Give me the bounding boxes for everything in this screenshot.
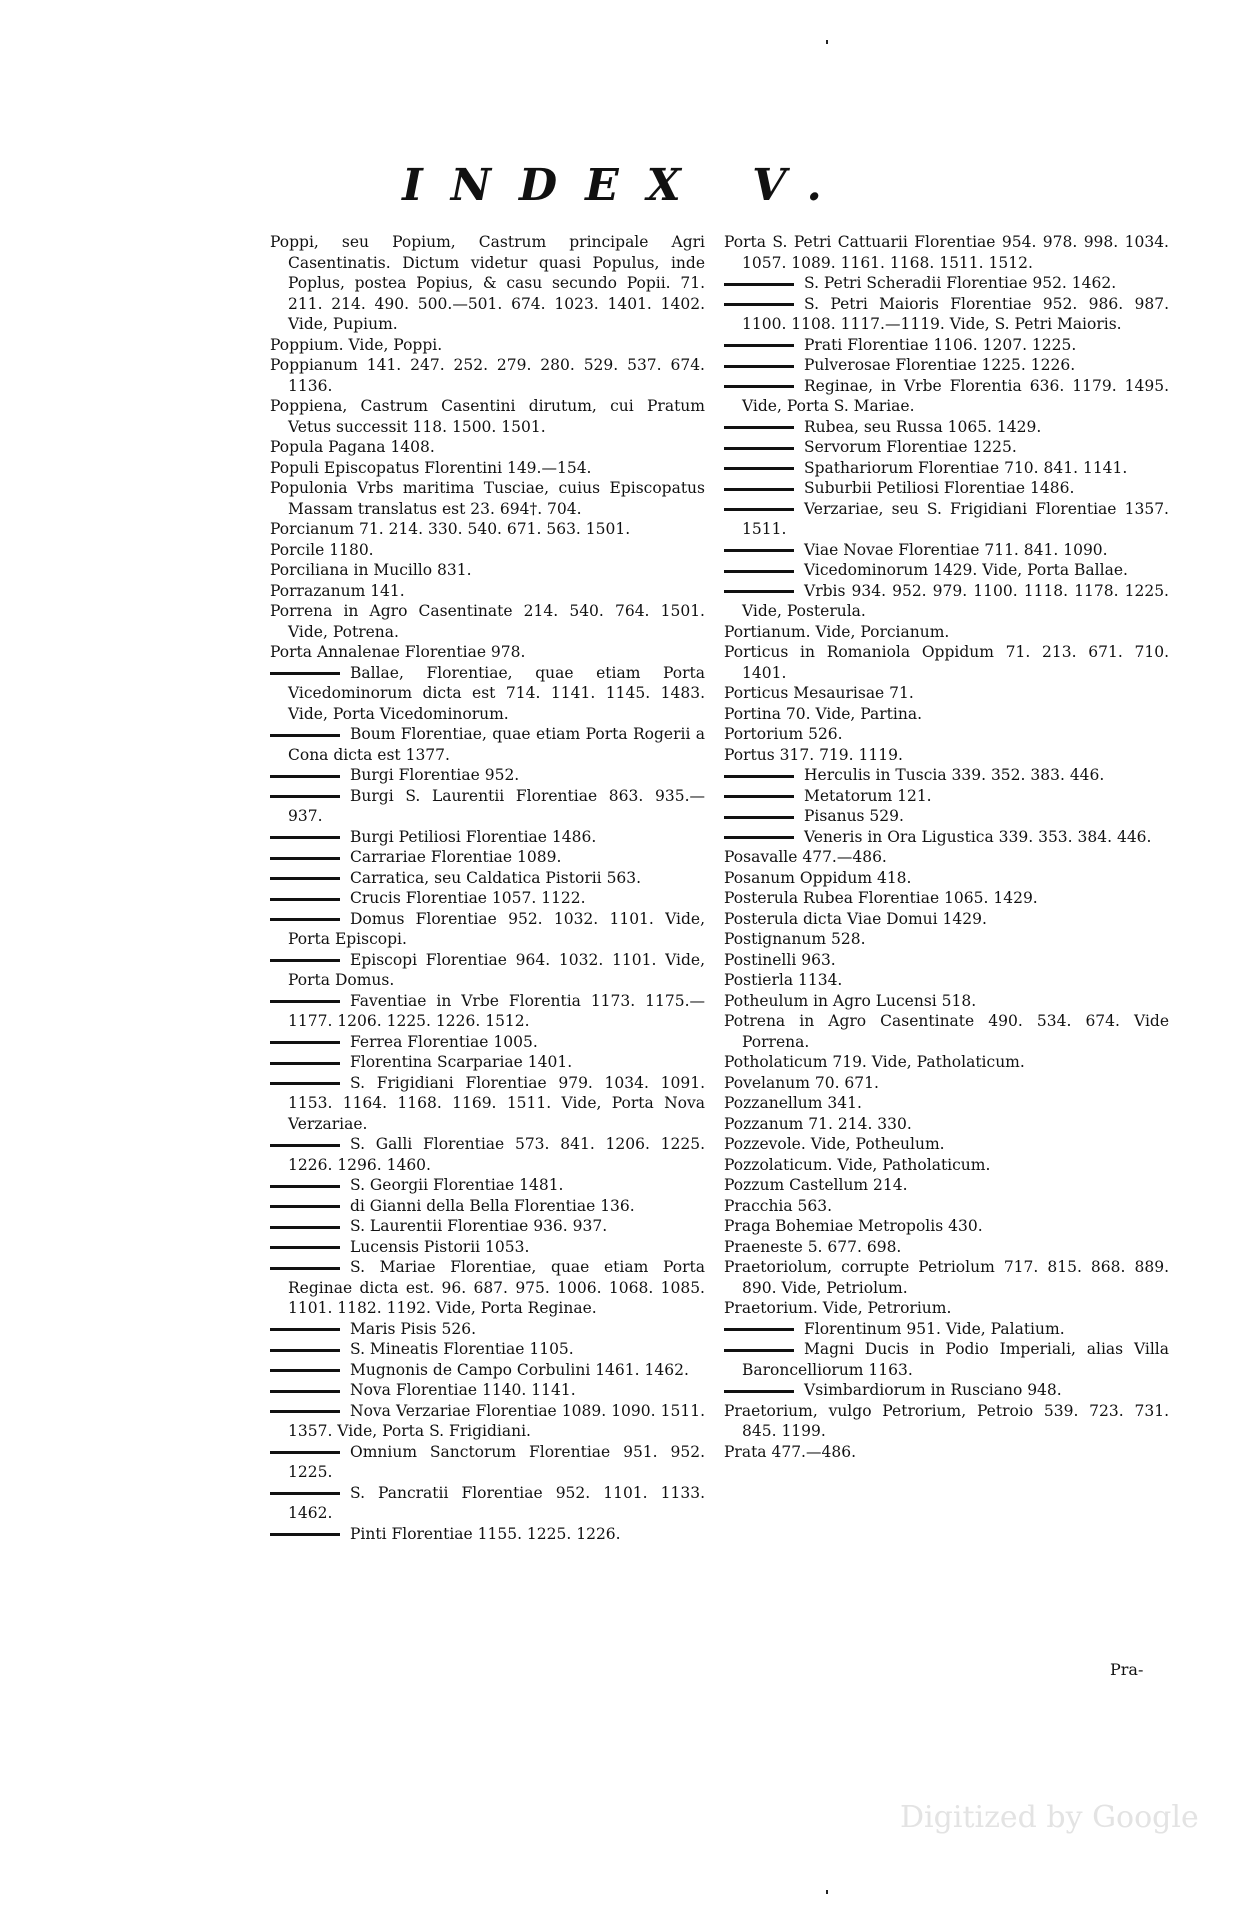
index-subentry	[270, 1442, 705, 1483]
ditto-dash	[724, 365, 794, 368]
index-subentry	[270, 1524, 705, 1545]
entry-text: Nova Florentiae 1140. 1141.	[350, 1381, 576, 1399]
index-subentry	[724, 273, 1169, 294]
index-subentry	[270, 868, 705, 889]
ditto-dash	[270, 959, 340, 962]
index-entry	[724, 1155, 1169, 1176]
index-subentry	[724, 355, 1169, 376]
entry-text: Pulverosae Florentiae 1225. 1226.	[804, 356, 1076, 374]
index-subentry	[270, 1401, 705, 1442]
entry-text: Poppium. Vide, Poppi.	[270, 335, 443, 354]
page-title: INDEX V.	[402, 160, 850, 211]
index-subentry	[724, 458, 1169, 479]
index-entry	[724, 970, 1169, 991]
index-subentry	[270, 1257, 705, 1319]
ditto-dash	[270, 1226, 340, 1229]
entry-text: Porrazanum 141.	[270, 581, 405, 600]
ditto-dash	[724, 795, 794, 798]
entry-text: Poppi, seu Popium, Castrum principale Agri Casentinatis. Dictum videtur quasi Populus, inde Poplus, postea Popius, & casu secundo Popii. 71. 211. 214. 490. 500.—501. 674. 1023. 1401. 1402. Vide, Pupium.	[270, 233, 705, 333]
index-subentry	[270, 847, 705, 868]
index-subentry	[724, 437, 1169, 458]
ditto-dash	[724, 1390, 794, 1393]
ditto-dash	[724, 570, 794, 573]
entry-text: S. Pancratii Florentiae 952. 1101. 1133. 1462.	[288, 1483, 705, 1522]
index-subentry	[270, 1237, 705, 1258]
index-subentry	[724, 540, 1169, 561]
entry-text: Vsimbardiorum in Rusciano 948.	[804, 1381, 1062, 1399]
index-entry	[270, 642, 705, 663]
entry-text: S. Galli Florentiae 573. 841. 1206. 1225. 1226. 1296. 1460.	[288, 1135, 705, 1174]
entry-text: S. Mineatis Florentiae 1105.	[350, 1340, 574, 1358]
index-entry	[724, 704, 1169, 725]
entry-text: Episcopi Florentiae 964. 1032. 1101. Vide, Porta Domus.	[288, 950, 705, 989]
entry-text: di Gianni della Bella Florentiae 136.	[350, 1196, 635, 1215]
entry-text: Suburbii Petiliosi Florentiae 1486.	[804, 479, 1075, 497]
entry-text: Praetorium, vulgo Petrorium, Petroio 539. 723. 731. 845. 1199.	[724, 1401, 1169, 1440]
entry-text: Porcianum 71. 214. 330. 540. 671. 563. 1501.	[270, 520, 631, 538]
ditto-dash	[724, 385, 794, 388]
index-entry	[270, 458, 705, 479]
index-column-right	[724, 232, 1169, 1462]
index-column-left	[270, 232, 705, 1544]
ditto-dash	[270, 1267, 340, 1270]
index-subentry	[270, 1216, 705, 1237]
ditto-dash	[724, 508, 794, 511]
index-entry	[270, 232, 705, 335]
entry-text: Popula Pagana 1408.	[270, 438, 435, 456]
entry-text: Praeneste 5. 677. 698.	[724, 1237, 902, 1256]
index-subentry	[270, 1196, 705, 1217]
entry-text: Prata 477.—486.	[724, 1442, 856, 1461]
index-subentry	[270, 1339, 705, 1360]
ditto-dash	[724, 775, 794, 778]
index-entry	[724, 232, 1169, 273]
ditto-dash	[270, 672, 340, 675]
index-subentry	[724, 786, 1169, 807]
entry-text: Pozzanellum 341.	[724, 1094, 862, 1112]
index-subentry	[724, 417, 1169, 438]
ditto-dash	[270, 1410, 340, 1413]
entry-text: Rubea, seu Russa 1065. 1429.	[804, 417, 1042, 436]
entry-text: Domus Florentiae 952. 1032. 1101. Vide, Porta Episcopi.	[288, 909, 705, 948]
entry-text: Maris Pisis 526.	[350, 1319, 477, 1338]
entry-text: S. Frigidiani Florentiae 979. 1034. 1091. 1153. 1164. 1168. 1169. 1511. Vide, Porta Nova Verzariae.	[288, 1073, 705, 1133]
index-subentry	[270, 786, 705, 827]
index-entry	[724, 888, 1169, 909]
ditto-dash	[724, 1349, 794, 1352]
ditto-dash	[270, 836, 340, 839]
index-subentry	[724, 560, 1169, 581]
index-entry	[270, 540, 705, 561]
entry-text: Potrena in Agro Casentinate 490. 534. 674. Vide Porrena.	[724, 1012, 1169, 1051]
entry-text: S. Laurentii Florentiae 936. 937.	[350, 1217, 608, 1235]
entry-text: Burgi S. Laurentii Florentiae 863. 935.—937.	[288, 786, 705, 825]
index-entry	[724, 868, 1169, 889]
ditto-dash	[270, 734, 340, 737]
ditto-dash	[724, 467, 794, 470]
ditto-dash	[724, 426, 794, 429]
entry-text: Portorium 526.	[724, 725, 843, 743]
entry-text: Spathariorum Florentiae 710. 841. 1141.	[804, 458, 1128, 477]
index-entry	[724, 847, 1169, 868]
index-subentry	[724, 499, 1169, 540]
index-entry	[724, 683, 1169, 704]
index-entry	[724, 1216, 1169, 1237]
ditto-dash	[724, 1328, 794, 1331]
entry-text: Portina 70. Vide, Partina.	[724, 704, 923, 723]
entry-text: Porticus in Romaniola Oppidum 71. 213. 671. 710. 1401.	[724, 643, 1169, 682]
ditto-dash	[270, 1205, 340, 1208]
ditto-dash	[270, 1369, 340, 1372]
entry-text: Praga Bohemiae Metropolis 430.	[724, 1217, 983, 1235]
index-subentry	[270, 1134, 705, 1175]
page-speck	[826, 1890, 828, 1894]
index-entry	[724, 1093, 1169, 1114]
entry-text: Nova Verzariae Florentiae 1089. 1090. 1511. 1357. Vide, Porta S. Frigidiani.	[288, 1401, 705, 1440]
index-entry	[270, 335, 705, 356]
entry-text: Omnium Sanctorum Florentiae 951. 952. 1225.	[288, 1442, 705, 1481]
ditto-dash	[270, 1349, 340, 1352]
entry-text: Portianum. Vide, Porcianum.	[724, 622, 950, 641]
entry-text: Praetoriolum, corrupte Petriolum 717. 815. 868. 889. 890. Vide, Petriolum.	[724, 1258, 1169, 1297]
entry-text: S. Petri Scheradii Florentiae 952. 1462.	[804, 274, 1117, 292]
index-subentry	[270, 1483, 705, 1524]
entry-text: Pozzolaticum. Vide, Patholaticum.	[724, 1155, 991, 1174]
ditto-dash	[270, 1328, 340, 1331]
index-subentry	[724, 581, 1169, 622]
ditto-dash	[270, 1492, 340, 1495]
index-entry	[724, 909, 1169, 930]
entry-text: Viae Novae Florentiae 711. 841. 1090.	[804, 540, 1108, 559]
index-entry	[724, 950, 1169, 971]
entry-text: Boum Florentiae, quae etiam Porta Rogerii a Cona dicta est 1377.	[288, 725, 705, 764]
ditto-dash	[724, 816, 794, 819]
index-entry	[270, 601, 705, 642]
ditto-dash	[270, 1041, 340, 1044]
index-entry	[270, 478, 705, 519]
entry-text: Mugnonis de Campo Corbulini 1461. 1462.	[350, 1360, 689, 1379]
entry-text: Poppianum 141. 247. 252. 279. 280. 529. 537. 674. 1136.	[270, 356, 705, 395]
entry-text: Povelanum 70. 671.	[724, 1073, 879, 1092]
ditto-dash	[724, 303, 794, 306]
index-subentry	[724, 335, 1169, 356]
entry-text: Florentinum 951. Vide, Palatium.	[804, 1319, 1065, 1338]
index-entry	[270, 437, 705, 458]
entry-text: Portus 317. 719. 1119.	[724, 745, 903, 764]
entry-text: Porcile 1180.	[270, 540, 374, 559]
ditto-dash	[270, 1062, 340, 1065]
entry-text: Veneris in Ora Ligustica 339. 353. 384. 446.	[804, 827, 1152, 846]
ditto-dash	[270, 1246, 340, 1249]
entry-text: Prati Florentiae 1106. 1207. 1225.	[804, 335, 1077, 354]
index-subentry	[270, 724, 705, 765]
entry-text: Porta Annalenae Florentiae 978.	[270, 643, 526, 661]
entry-text: Posterula Rubea Florentiae 1065. 1429.	[724, 889, 1038, 907]
entry-text: Praetorium. Vide, Petrorium.	[724, 1299, 952, 1317]
index-subentry	[724, 478, 1169, 499]
index-subentry	[724, 765, 1169, 786]
index-entry	[724, 1298, 1169, 1319]
index-entry	[724, 991, 1169, 1012]
index-subentry	[724, 827, 1169, 848]
entry-text: Burgi Petiliosi Florentiae 1486.	[350, 827, 597, 846]
ditto-dash	[270, 1082, 340, 1085]
index-entry	[724, 745, 1169, 766]
index-subentry	[724, 1339, 1169, 1380]
ditto-dash	[270, 1451, 340, 1454]
index-entry	[724, 1011, 1169, 1052]
index-entry	[270, 560, 705, 581]
index-entry	[724, 1073, 1169, 1094]
index-subentry	[270, 663, 705, 725]
entry-text: Vrbis 934. 952. 979. 1100. 1118. 1178. 1225. Vide, Posterula.	[742, 581, 1169, 620]
ditto-dash	[724, 488, 794, 491]
entry-text: Pisanus 529.	[804, 807, 904, 825]
index-subentry	[270, 1073, 705, 1135]
index-subentry	[270, 1175, 705, 1196]
ditto-dash	[724, 344, 794, 347]
index-entry	[724, 1257, 1169, 1298]
index-subentry	[270, 1319, 705, 1340]
ditto-dash	[270, 1000, 340, 1003]
index-subentry	[270, 1380, 705, 1401]
entry-text: Faventiae in Vrbe Florentia 1173. 1175.—1177. 1206. 1225. 1226. 1512.	[288, 991, 705, 1030]
ditto-dash	[270, 898, 340, 901]
entry-text: S. Georgii Florentiae 1481.	[350, 1176, 564, 1194]
index-subentry	[270, 1052, 705, 1073]
ditto-dash	[270, 1390, 340, 1393]
entry-text: Pracchia 563.	[724, 1196, 833, 1215]
entry-text: Ballae, Florentiae, quae etiam Porta Vicedominorum dicta est 714. 1141. 1145. 1483. Vide, Porta Vicedominorum.	[288, 663, 705, 723]
index-subentry	[270, 950, 705, 991]
index-entry	[724, 1401, 1169, 1442]
index-entry	[724, 642, 1169, 683]
entry-text: Reginae, in Vrbe Florentia 636. 1179. 1495. Vide, Porta S. Mariae.	[742, 376, 1169, 415]
entry-text: Potholaticum 719. Vide, Patholaticum.	[724, 1053, 1025, 1071]
entry-text: Porciliana in Mucillo 831.	[270, 561, 472, 579]
index-entry	[724, 1196, 1169, 1217]
entry-text: Porticus Mesaurisae 71.	[724, 684, 914, 702]
index-entry	[724, 1175, 1169, 1196]
entry-text: Porta S. Petri Cattuarii Florentiae 954. 978. 998. 1034. 1057. 1089. 1161. 1168. 1511. 1512.	[724, 233, 1169, 272]
entry-text: S. Petri Maioris Florentiae 952. 986. 987. 1100. 1108. 1117.—1119. Vide, S. Petri Maioris.	[742, 294, 1169, 333]
ditto-dash	[270, 877, 340, 880]
index-subentry	[724, 294, 1169, 335]
index-subentry	[270, 888, 705, 909]
ditto-dash	[270, 775, 340, 778]
ditto-dash	[724, 836, 794, 839]
entry-text: Magni Ducis in Podio Imperiali, alias Villa Baroncelliorum 1163.	[742, 1340, 1169, 1379]
index-subentry	[270, 909, 705, 950]
entry-text: Crucis Florentiae 1057. 1122.	[350, 889, 586, 907]
ditto-dash	[270, 1144, 340, 1147]
entry-text: Herculis in Tuscia 339. 352. 383. 446.	[804, 766, 1105, 784]
entry-text: Carrariae Florentiae 1089.	[350, 848, 562, 866]
entry-text: Metatorum 121.	[804, 786, 932, 805]
index-subentry	[270, 1360, 705, 1381]
entry-text: Florentina Scarpariae 1401.	[350, 1053, 573, 1071]
index-subentry	[724, 1319, 1169, 1340]
entry-text: Pozzevole. Vide, Potheulum.	[724, 1135, 945, 1153]
catchword: Pra-	[1110, 1660, 1144, 1679]
entry-text: Verzariae, seu S. Frigidiani Florentiae 1357. 1511.	[742, 499, 1169, 538]
ditto-dash	[270, 1533, 340, 1536]
index-entry	[724, 1134, 1169, 1155]
index-subentry	[724, 806, 1169, 827]
ditto-dash	[724, 549, 794, 552]
index-subentry	[270, 1032, 705, 1053]
index-entry	[724, 1114, 1169, 1135]
entry-text: Porrena in Agro Casentinate 214. 540. 764. 1501. Vide, Potrena.	[270, 602, 705, 641]
google-watermark: Digitized by Google	[900, 1800, 1199, 1835]
ditto-dash	[724, 447, 794, 450]
entry-text: S. Mariae Florentiae, quae etiam Porta Reginae dicta est. 96. 687. 975. 1006. 1068. 1085. 1101. 1182. 1192. Vide, Porta Reginae.	[288, 1258, 705, 1317]
entry-text: Vicedominorum 1429. Vide, Porta Ballae.	[804, 561, 1128, 579]
entry-text: Lucensis Pistorii 1053.	[350, 1237, 530, 1256]
ditto-dash	[724, 283, 794, 286]
entry-text: Posterula dicta Viae Domui 1429.	[724, 909, 987, 928]
entry-text: Ferrea Florentiae 1005.	[350, 1032, 538, 1051]
index-entry	[270, 581, 705, 602]
index-subentry	[724, 376, 1169, 417]
entry-text: Potheulum in Agro Lucensi 518.	[724, 991, 977, 1010]
entry-text: Carratica, seu Caldatica Pistorii 563.	[350, 868, 642, 887]
index-entry	[724, 622, 1169, 643]
index-entry	[724, 724, 1169, 745]
index-subentry	[724, 1380, 1169, 1401]
index-subentry	[270, 765, 705, 786]
entry-text: Populi Episcopatus Florentini 149.—154.	[270, 458, 592, 477]
index-entry	[270, 355, 705, 396]
entry-text: Posanum Oppidum 418.	[724, 868, 912, 887]
index-subentry	[270, 827, 705, 848]
index-entry	[270, 396, 705, 437]
index-entry	[724, 1237, 1169, 1258]
entry-text: Burgi Florentiae 952.	[350, 766, 520, 784]
entry-text: Servorum Florentiae 1225.	[804, 438, 1017, 456]
index-entry	[724, 929, 1169, 950]
entry-text: Poppiena, Castrum Casentini dirutum, cui Pratum Vetus successit 118. 1500. 1501.	[270, 397, 705, 436]
index-entry	[724, 1442, 1169, 1463]
entry-text: Postinelli 963.	[724, 950, 836, 969]
entry-text: Pozzanum 71. 214. 330.	[724, 1114, 912, 1133]
ditto-dash	[270, 857, 340, 860]
entry-text: Postierla 1134.	[724, 971, 843, 989]
entry-text: Postignanum 528.	[724, 930, 866, 948]
index-entry	[724, 1052, 1169, 1073]
index-subentry	[270, 991, 705, 1032]
entry-text: Populonia Vrbs maritima Tusciae, cuius Episcopatus Massam translatus est 23. 694†. 704.	[270, 479, 705, 518]
ditto-dash	[724, 590, 794, 593]
ditto-dash	[270, 795, 340, 798]
index-entry	[270, 519, 705, 540]
page-speck	[826, 40, 828, 44]
ditto-dash	[270, 1185, 340, 1188]
entry-text: Posavalle 477.—486.	[724, 848, 887, 866]
ditto-dash	[270, 918, 340, 921]
entry-text: Pozzum Castellum 214.	[724, 1176, 908, 1194]
entry-text: Pinti Florentiae 1155. 1225. 1226.	[350, 1524, 621, 1543]
